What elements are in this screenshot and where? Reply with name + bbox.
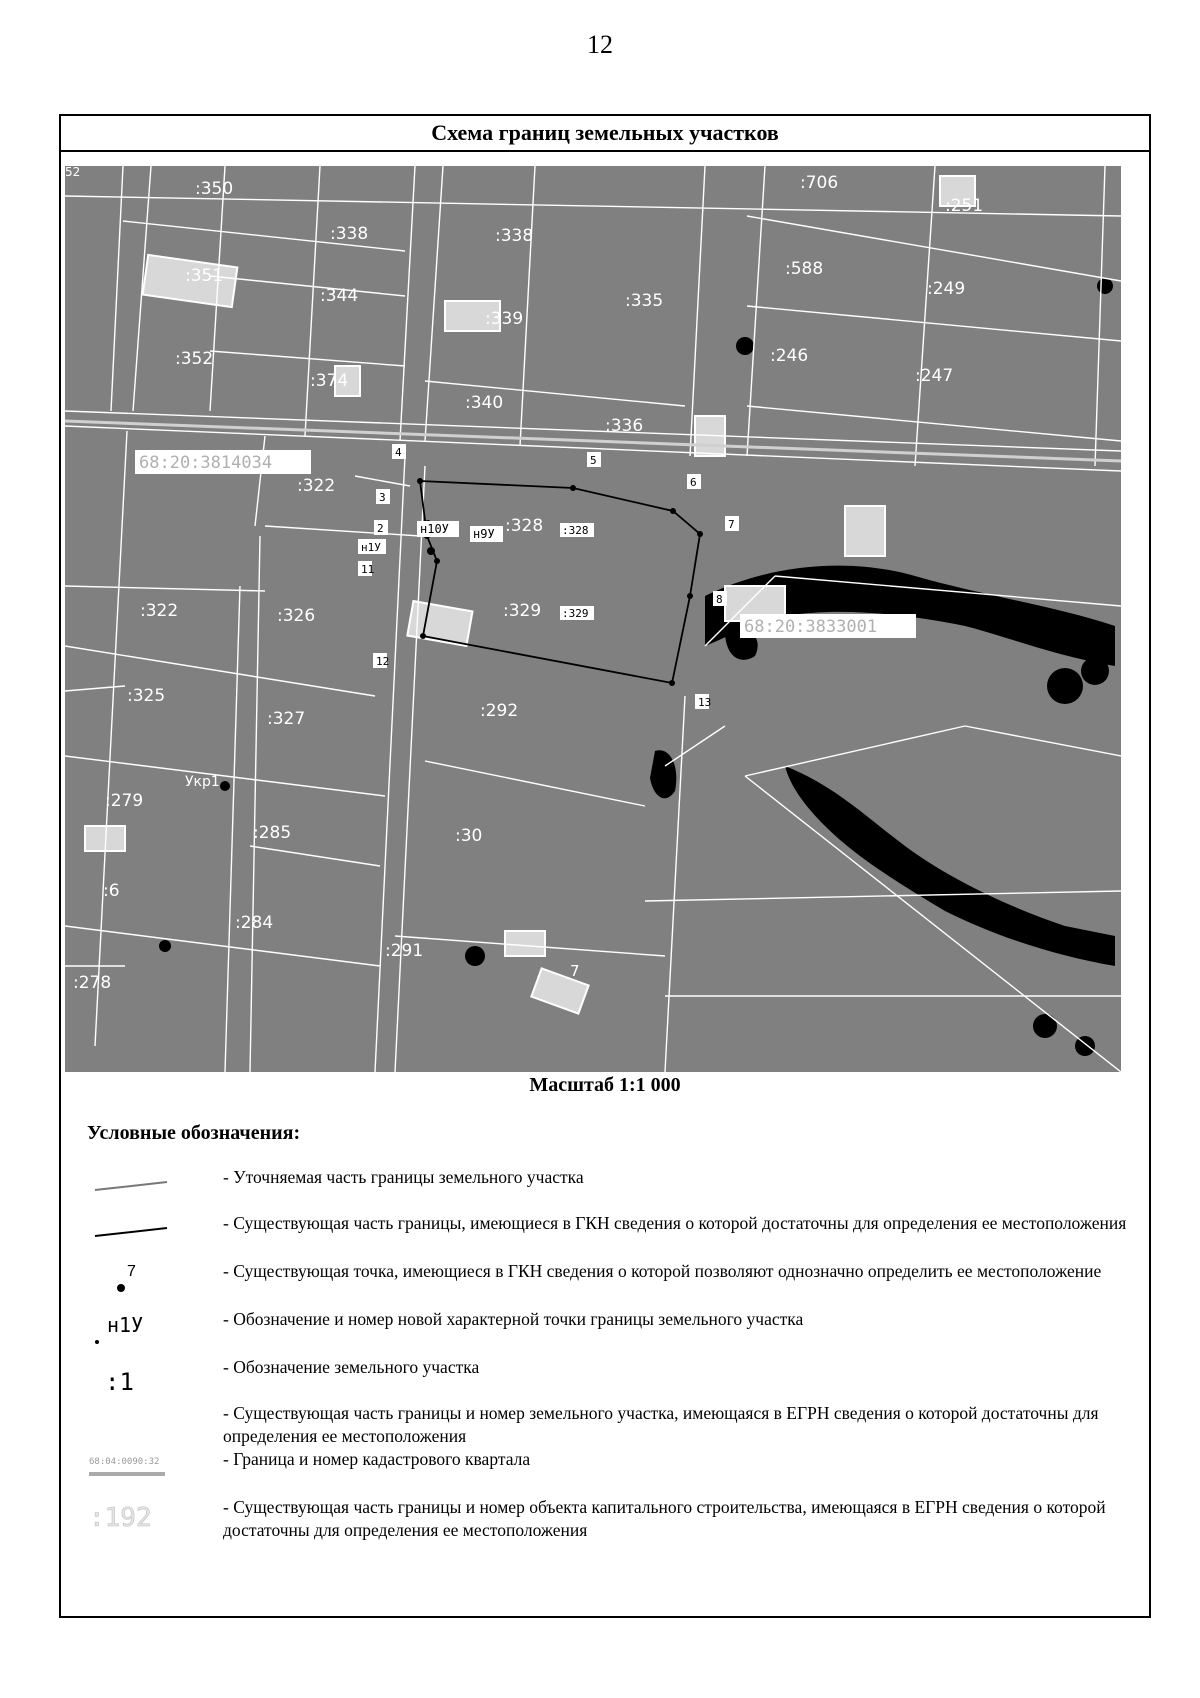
parcel-label: :335 bbox=[625, 291, 664, 311]
building-label-icon bbox=[85, 1496, 185, 1544]
parcel-label: :339 bbox=[485, 309, 524, 329]
quarter-label: 68:20:3814034 bbox=[139, 453, 273, 473]
svg-text::192: :192 bbox=[89, 1503, 152, 1533]
point-label: 13 bbox=[698, 696, 712, 709]
parcel-label: :338 bbox=[330, 224, 369, 244]
parcel-label: :30 bbox=[455, 826, 483, 846]
new-point-label: н10У bbox=[420, 522, 449, 536]
black-line-icon bbox=[85, 1212, 185, 1260]
page-number: 12 bbox=[587, 30, 613, 59]
parcel-tag: :329 bbox=[562, 607, 589, 620]
parcel-label: :336 bbox=[605, 416, 644, 436]
new-point-icon bbox=[85, 1308, 185, 1356]
parcel-label: :246 bbox=[770, 346, 809, 366]
misc-map-label: 7 bbox=[570, 962, 580, 980]
misc-map-label: Укр1 bbox=[185, 774, 220, 790]
parcel-label: :322 bbox=[297, 476, 336, 496]
parcel-label: :285 bbox=[253, 823, 292, 843]
parcel-label-icon bbox=[85, 1356, 185, 1404]
parcel-label: :284 bbox=[235, 913, 274, 933]
parcel-label: :291 bbox=[385, 941, 424, 961]
svg-text::1: :1 bbox=[105, 1368, 134, 1396]
parcel-label: :247 bbox=[915, 366, 954, 386]
svg-text:68:04:0090:32: 68:04:0090:32 bbox=[89, 1457, 160, 1467]
parcel-label: :706 bbox=[800, 173, 839, 193]
point-label: 8 bbox=[716, 593, 723, 606]
parcel-label: :279 bbox=[105, 791, 144, 811]
svg-text:н1У: н1У bbox=[107, 1313, 144, 1337]
point-label: 7 bbox=[728, 518, 735, 531]
map-scale: Масштаб 1:1 000 bbox=[529, 1074, 681, 1096]
point-label: 4 bbox=[395, 446, 402, 459]
parcel-label: :338 bbox=[495, 226, 534, 246]
parcel-label: :350 bbox=[195, 179, 234, 199]
point-label: 3 bbox=[379, 491, 386, 504]
parcel-label: :251 bbox=[945, 196, 984, 216]
scheme-title: Схема границ земельных участков bbox=[61, 116, 1149, 152]
gray-line-icon bbox=[85, 1166, 185, 1214]
parcel-label: :325 bbox=[127, 686, 166, 706]
new-point-label: н9У bbox=[473, 527, 495, 541]
parcel-label: :292 bbox=[480, 701, 519, 721]
point-label: 6 bbox=[690, 476, 697, 489]
svg-text:7: 7 bbox=[127, 1263, 136, 1280]
legend-title: Условные обозначения: bbox=[87, 1122, 301, 1144]
point-label: н1У bbox=[361, 541, 381, 554]
parcel-label: :328 bbox=[505, 516, 544, 536]
parcel-label: :340 bbox=[465, 393, 504, 413]
parcel-label: :329 bbox=[503, 601, 542, 621]
parcel-label: :352 bbox=[175, 349, 214, 369]
parcel-label: :6 bbox=[103, 881, 120, 901]
parcel-tag: :328 bbox=[562, 524, 589, 537]
cadastral-map[interactable] bbox=[65, 166, 1121, 1072]
scheme-frame: Схема границ земельных участков :350 :338 :338 :351 :344 :339 :335 :706 :251 :588 :249 :246 :247 :352 :374 :340 :336 :322 :328 :322 :326 :329 :325 :327 :292 :279 :285 :30 :6 :284 :291 :278 :328 :329 68:20:3814034 68:20:3833001 4 5 6 7 3 2 н1У 11 8 12 13 н10У н9У Укр1 52 7 Масштаб 1:1 000 Условные обозначения: - Уточняемая часть границы земельного участка - Существующая часть границы, имеющиеся в ГКН сведения о которой достаточны для определения ее местоположения 7 - Существующая точка, имеющиеся в ГКН сведения о которой позволяют однозначно определить ее местоположение н1У - Обозначение и номер новой характерной точки границы земельного участка :1 - Обозначение земельного участка - Существующая часть границы и номер земельного участка, имеющаяся в ЕГРН сведения о которой достаточны для определения ее местоположения 68:04:0090:32 - Граница и номер кадастрового квартала :192 - Существующая часть границы и номер объекта капитального строительства, имеющаяся в ЕГРН сведения о которой достаточны для определения ее местоположения bbox=[59, 114, 1151, 1618]
point-label: 5 bbox=[590, 454, 597, 467]
point-label: 2 bbox=[377, 522, 384, 535]
misc-map-label: 52 bbox=[65, 166, 81, 179]
quarter-boundary-icon bbox=[85, 1448, 185, 1496]
point-label: 12 bbox=[376, 655, 390, 668]
parcel-label: :249 bbox=[927, 279, 966, 299]
parcel-label: :374 bbox=[310, 371, 349, 391]
parcel-label: :278 bbox=[73, 973, 112, 993]
parcel-label: :327 bbox=[267, 709, 306, 729]
quarter-label: 68:20:3833001 bbox=[744, 617, 878, 637]
point-icon bbox=[85, 1260, 185, 1308]
parcel-label: :322 bbox=[140, 601, 179, 621]
parcel-label: :326 bbox=[277, 606, 316, 626]
parcel-label: :588 bbox=[785, 259, 824, 279]
parcel-label: :344 bbox=[320, 286, 359, 306]
point-label: 11 bbox=[361, 563, 375, 576]
parcel-label: :351 bbox=[185, 266, 224, 286]
